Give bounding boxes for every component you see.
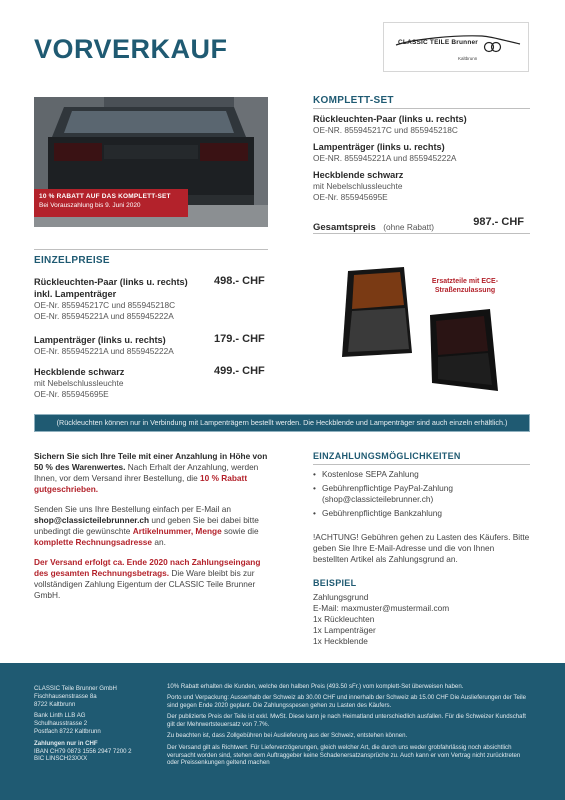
- example-line: 1x Lampenträger: [313, 625, 376, 635]
- iban: IBAN CH79 0873 1556 2947 7200 2: [34, 747, 132, 755]
- logo-location: Kaltbrunn: [458, 56, 478, 61]
- terms-paragraph: Der publizierte Preis der Teile ist exkl. MwSt. Diese kann je nach Heimatland unterschiedlich ausfallen. Für die Schweizer Kundschaft gilt der Mehrwertsteuersatz von 7.7%.: [167, 713, 526, 729]
- example-line: 1x Rückleuchten: [313, 614, 375, 624]
- example-line: Zahlungsgrund: [313, 592, 369, 602]
- bic: BIC LINSCH23XXX: [34, 755, 88, 763]
- shipping-paragraph: [34, 557, 274, 601]
- order-text: Senden Sie uns Ihre Bestellung einfach per E-Mail an: [34, 504, 231, 514]
- discount-badge-note: Bei Vorauszahlung bis 9. Juni 2020: [39, 202, 141, 209]
- discount-badge-title: 10 % RABATT AUF DAS KOMPLETT-SET: [39, 193, 171, 200]
- payment-warning: !ACHTUNG! Gebühren gehen zu Lasten des Käufers. Bitte geben Sie Ihre E-Mail-Adresse und die von Ihnen bestellten Artikel als Zahlungsgrund an.: [313, 532, 530, 564]
- payment-options-list: [313, 469, 530, 522]
- bank-street: Schulhausstrasse 2: [34, 720, 88, 728]
- ece-note: Ersatzteile mit ECE-Straßenzulassung: [431, 278, 499, 294]
- order-notice: (Rückleuchten können nur in Verbindung mit Lampenträgern bestellt werden. Die Heckblende und Lampenträger sind auch einzeln erhältlich.): [34, 414, 530, 432]
- product-name: Rückleuchten-Paar (links u. rechts): [34, 277, 188, 287]
- footer-terms: [167, 683, 533, 771]
- terms-paragraph: Der Versand gilt als Richtwert. Für Lieferverzögerungen, gleich welcher Art, die durch uns weder grobfahrlässig noch absichtlich verursacht worden sind, stehen dem Auftraggeber keine Schadenersatzansprüche zu. Auch kann er vom Vertrag nicht zurücktreten oder Preissenkungen geltend machen: [167, 743, 521, 767]
- product-name: Lampenträger (links u. rechts): [313, 142, 445, 152]
- order-text: sowie die: [221, 526, 259, 536]
- deposit-lead: Sichern Sie sich Ihre Teile mit einer Anzahlung in Höhe von 50 % des Warenwertes.: [34, 451, 268, 472]
- einzel-item: [34, 276, 268, 322]
- product-name: Heckblende schwarz: [313, 170, 404, 180]
- payment-options-heading: EINZAHLUNGSMÖGLICHKEITEN: [313, 451, 461, 461]
- order-text: an.: [152, 537, 166, 547]
- order-text: und geben Sie bei dabei bitte unbedingt die gewünschte: [34, 515, 259, 536]
- product-name: Heckblende schwarz: [34, 367, 125, 377]
- komplett-item-list: [313, 113, 530, 203]
- payment-option: • Gebührenpflichtige Bankzahlung: [313, 508, 530, 519]
- deposit-text: Nach Erhalt der Anzahlung, werden Ihnen, vor dem Versand ihrer Bestellung, die: [34, 462, 259, 483]
- product-oe-number: OE-Nr. 855945695E: [34, 389, 109, 399]
- product-name-extra: inkl. Lampenträger: [34, 289, 117, 299]
- payment-currency-note: Zahlungen nur in CHF: [34, 739, 98, 747]
- deposit-discount: 10 % Rabatt gutgeschrieben.: [34, 473, 248, 494]
- example-block: [313, 592, 530, 647]
- product-oe-number: OE-NR. 855945217C und 855945218C: [313, 125, 458, 135]
- product-oe-number: OE-Nr. 855945221A und 855945222A: [34, 311, 174, 321]
- einzel-item: [34, 334, 268, 357]
- company-street: Fischhausenstrasse 8a: [34, 692, 97, 700]
- komplett-set-heading: KOMPLETT-SET: [313, 95, 394, 106]
- komplett-item: [313, 141, 530, 164]
- example-heading: BEISPIEL: [313, 578, 357, 588]
- bank-name: Bank Linth LLB AG: [34, 712, 86, 720]
- terms-paragraph: 10% Rabatt erhalten die Kunden, welche den halben Preis (493.50 sFr.) vom komplett-Set überweisen haben.: [167, 683, 464, 690]
- product-oe-number: OE-Nr. 855945217C und 855945218C: [34, 300, 176, 310]
- order-address: komplette Rechnungsadresse: [34, 537, 153, 547]
- divider: [313, 108, 530, 109]
- product-detail: mit Nebelschlussleuchte: [313, 181, 403, 191]
- product-detail: mit Nebelschlussleuchte: [34, 378, 124, 388]
- divider: [313, 464, 530, 465]
- info-text-block: [34, 451, 274, 601]
- footer-contact: [34, 685, 132, 763]
- product-oe-number: OE-Nr. 855945221A und 855945222A: [34, 346, 174, 356]
- divider: [34, 249, 268, 250]
- logo-brand: CLASSIC TEILE Brunner: [398, 39, 479, 46]
- rings-icon: [482, 41, 504, 53]
- einzel-item: [34, 366, 268, 400]
- divider: [313, 233, 530, 234]
- shipping-text: Die Ware bleibt bis zur vollständigen Zahlung Eigentum der CLASSIC Teile Brunner GmbH.: [34, 568, 256, 600]
- example-line: E-Mail: maxmuster@mustermail.com: [313, 603, 450, 613]
- terms-paragraph: Porto und Verpackung: Ausserhalb der Schweiz ab 30.00 CHF und innerhalb der Schweiz ab 15.00 CHF Die Auslieferungen der Teile sind gegen Ende 2020 geplant. Die Zahlungsspesen gehen zu Lasten des Käufers.: [167, 694, 526, 710]
- total-note: (ohne Rabatt): [383, 222, 435, 232]
- komplett-item: [313, 169, 530, 203]
- discount-badge: [34, 189, 188, 217]
- einzelpreise-heading: EINZELPREISE: [34, 255, 110, 266]
- shop-email: shop@classicteilebrunner.ch: [34, 515, 150, 525]
- company-logo: [383, 22, 529, 72]
- order-article-number: Artikelnummer, Menge: [132, 526, 222, 536]
- company-city: 8722 Kaltbrunn: [34, 700, 76, 708]
- product-name: Rückleuchten-Paar (links u. rechts): [313, 114, 467, 124]
- payment-option: • Kostenlose SEPA Zahlung: [313, 469, 530, 480]
- product-price: 179.- CHF: [214, 333, 265, 345]
- payment-option: • Gebührenpflichtige PayPal-Zahlung (shop@classicteilebrunner.ch): [313, 483, 530, 505]
- deposit-paragraph: [34, 451, 274, 495]
- product-oe-number: OE-NR. 855945221A und 855945222A: [313, 153, 457, 163]
- product-price: 499.- CHF: [214, 365, 265, 377]
- tail-lights-photo: [312, 253, 530, 401]
- total-price: 987.- CHF: [473, 216, 524, 228]
- bank-city: Postfach 8722 Kaltbrunn: [34, 727, 101, 735]
- product-name: Lampenträger (links u. rechts): [34, 335, 166, 345]
- page-title: VORVERKAUF: [34, 34, 228, 64]
- order-paragraph: [34, 504, 274, 548]
- product-price: 498.- CHF: [214, 275, 265, 287]
- terms-paragraph: Zu beachten ist, dass Zollgebühren bei Auslieferung aus der Schweiz, entstehen können.: [167, 732, 408, 740]
- komplett-item: [313, 113, 530, 136]
- product-oe-number: OE-Nr. 855945695E: [313, 192, 388, 202]
- total-label: Gesamtspreis: [313, 222, 376, 233]
- company-name: CLASSIC Teile Brunner GmbH: [34, 685, 117, 692]
- shipping-lead: Der Versand erfolgt ca. Ende 2020 nach Zahlungseingang des gesamten Rechnungsbetrags.: [34, 557, 261, 578]
- footer: [0, 663, 565, 800]
- example-line: 1x Heckblende: [313, 636, 368, 646]
